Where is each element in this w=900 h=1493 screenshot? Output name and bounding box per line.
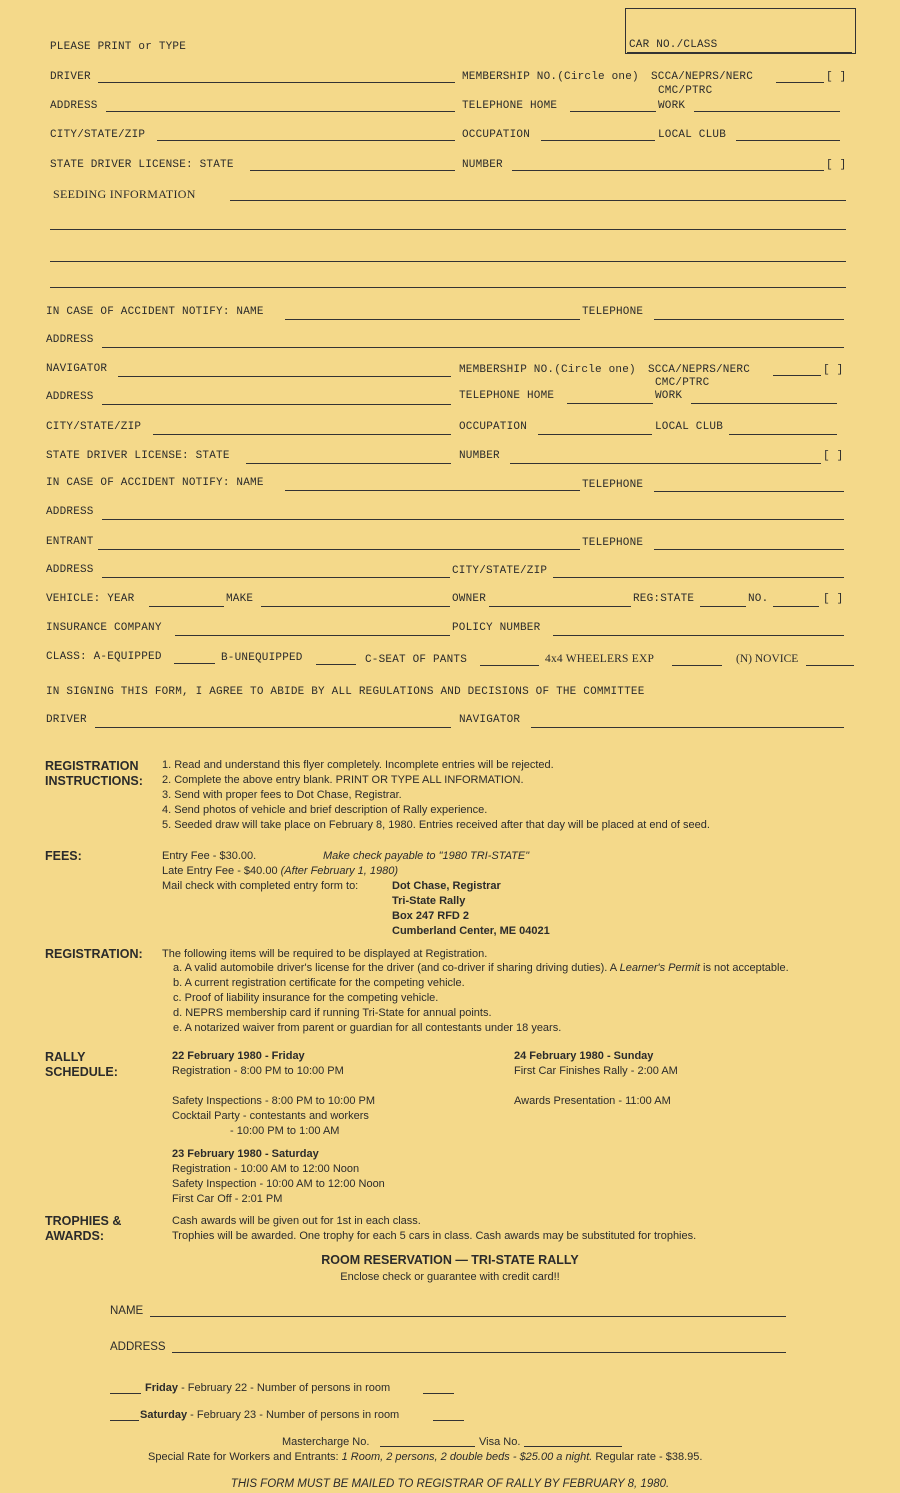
nav-accident-telephone-field[interactable] (654, 491, 844, 492)
nav-work-label: WORK (655, 390, 683, 402)
instruction-item: 5. Seeded draw will take place on February 8, 1980. Entries received after that day will be placed at end of seed. (162, 819, 710, 831)
class-c-label: C-SEAT OF PANTS (365, 654, 468, 666)
mail-address-line: Tri-State Rally (392, 895, 466, 907)
instructions-heading-line1: REGISTRATION (45, 759, 139, 773)
seeding-line-3[interactable] (50, 261, 846, 262)
nav-address-field[interactable] (102, 404, 451, 405)
schedule-item: Safety Inspections - 8:00 PM to 10:00 PM (172, 1095, 375, 1107)
navigator-signature-field[interactable] (531, 727, 844, 728)
number-label: NUMBER (462, 159, 503, 171)
nav-accident-label: IN CASE OF ACCIDENT NOTIFY: NAME (46, 477, 264, 489)
vehicle-checkbox[interactable]: [ ] (823, 593, 844, 605)
nav-license-state-field[interactable] (246, 463, 451, 464)
reg-state-field[interactable] (700, 606, 746, 607)
trophies-heading-line1: TROPHIES & (45, 1214, 122, 1228)
saturday-title: 23 February 1980 - Saturday (172, 1148, 319, 1160)
reg-no-field[interactable] (773, 606, 819, 607)
friday-title: 22 February 1980 - Friday (172, 1050, 305, 1062)
trophies-line: Cash awards will be given out for 1st in each class. (172, 1215, 421, 1227)
driver-accident-telephone-label: TELEPHONE (582, 306, 644, 318)
registration-item: e. A notarized waiver from parent or guardian for all contestants under 18 years. (173, 1022, 562, 1034)
policy-label: POLICY NUMBER (452, 622, 541, 634)
nav-occupation-field[interactable] (538, 434, 652, 435)
entrant-address-label: ADDRESS (46, 564, 94, 576)
special-rate-label: Special Rate for Workers and Entrants: (148, 1451, 339, 1463)
mail-address-line: Dot Chase, Registrar (392, 880, 501, 892)
entrant-telephone-label: TELEPHONE (582, 537, 644, 549)
instruction-item: 3. Send with proper fees to Dot Chase, Registrar. (162, 789, 402, 801)
registration-item-a: a. A valid automobile driver's license for the driver (and co-driver if sharing driving duties). A (173, 962, 617, 974)
saturday-rest: - February 23 - Number of persons in room (190, 1409, 400, 1421)
sunday-title: 24 February 1980 - Sunday (514, 1050, 654, 1062)
nav-telephone-home-label: TELEPHONE HOME (459, 390, 555, 402)
trophies-heading-line2: AWARDS: (45, 1229, 105, 1243)
class-a-field[interactable] (174, 663, 215, 664)
car-no-line[interactable] (627, 52, 852, 53)
seeding-line-1[interactable] (230, 200, 846, 201)
owner-field[interactable] (489, 606, 631, 607)
schedule-item: Registration - 10:00 AM to 12:00 Noon (172, 1163, 360, 1175)
nav-accident-address-field[interactable] (102, 519, 844, 520)
schedule-item: Registration - 8:00 PM to 10:00 PM (172, 1065, 344, 1077)
class-4x4-field[interactable] (672, 665, 722, 666)
vehicle-year-field[interactable] (149, 606, 224, 607)
instructions-heading (45, 759, 143, 789)
schedule-item: Safety Inspection - 10:00 AM to 12:00 Noon (172, 1178, 385, 1190)
schedule-item: First Car Finishes Rally - 2:00 AM (514, 1065, 678, 1077)
vehicle-make-label: MAKE (226, 593, 254, 605)
friday-rest: - February 22 - Number of persons in room (181, 1382, 391, 1394)
occupation-label: OCCUPATION (462, 129, 531, 141)
seeding-line-4[interactable] (50, 287, 846, 288)
class-c-field[interactable] (480, 665, 539, 666)
entrant-name-field[interactable] (98, 549, 580, 550)
entry-fee: Entry Fee - $30.00. (162, 850, 257, 862)
nav-membership-checkbox[interactable]: [ ] (823, 364, 844, 376)
mail-address-line: Box 247 RFD 2 (392, 910, 470, 922)
class-n-label: (N) NOVICE (736, 653, 799, 665)
work-label: WORK (658, 100, 686, 112)
driver-accident-address-label: ADDRESS (46, 334, 94, 346)
registration-intro: The following items will be required to be displayed at Registration. (162, 948, 488, 960)
driver-club-field[interactable] (736, 140, 840, 141)
nav-city-label: CITY/STATE/ZIP (46, 421, 142, 433)
nav-accident-telephone-label: TELEPHONE (582, 479, 644, 491)
insurance-label: INSURANCE COMPANY (46, 622, 162, 634)
late-fee (162, 864, 398, 879)
local-club-label: LOCAL CLUB (658, 129, 727, 141)
navigator-label: NAVIGATOR (46, 363, 108, 375)
room-address-label: ADDRESS (110, 1341, 166, 1353)
driver-accident-name-field[interactable] (285, 319, 580, 320)
policy-field[interactable] (553, 635, 844, 636)
driver-address-label: ADDRESS (50, 100, 98, 112)
nav-address-label: ADDRESS (46, 391, 94, 403)
driver-accident-label: IN CASE OF ACCIDENT NOTIFY: NAME (46, 306, 264, 318)
entrant-address-field[interactable] (102, 577, 450, 578)
insurance-field[interactable] (175, 635, 450, 636)
friday-persons-field[interactable] (423, 1393, 454, 1394)
nav-accident-address-label: ADDRESS (46, 506, 94, 518)
mastercharge-field[interactable] (380, 1446, 475, 1447)
registration-item: c. Proof of liability insurance for the competing vehicle. (173, 992, 439, 1004)
saturday-row (140, 1408, 399, 1423)
entrant-label: ENTRANT (46, 536, 94, 548)
driver-signature-field[interactable] (95, 727, 451, 728)
reg-state-label: REG:STATE (633, 593, 695, 605)
nav-cmc-ptrc-label: CMC/PTRC (655, 377, 710, 389)
registration-item-a-end: is not acceptable. (703, 962, 789, 974)
schedule-item: - 10:00 PM to 1:00 AM (230, 1125, 340, 1137)
nav-license-number-field[interactable] (510, 463, 821, 464)
nav-number-label: NUMBER (459, 450, 500, 462)
class-n-field[interactable] (806, 665, 854, 666)
entrant-city-label: CITY/STATE/ZIP (452, 565, 548, 577)
late-fee-text: Late Entry Fee - $40.00 (162, 865, 278, 877)
room-name-label: NAME (110, 1305, 144, 1317)
seeding-line-2[interactable] (50, 229, 846, 230)
mailing-deadline: THIS FORM MUST BE MAILED TO REGISTRAR OF RALLY BY FEBRUARY 8, 1980. (230, 1478, 670, 1490)
class-b-field[interactable] (316, 664, 356, 665)
driver-accident-telephone-field[interactable] (654, 319, 844, 320)
learners-permit: Learner's Permit (619, 962, 700, 974)
driver-phone-home-field[interactable] (570, 111, 656, 112)
driver-address-field[interactable] (106, 111, 455, 112)
schedule-heading (45, 1050, 118, 1080)
instruction-item: 1. Read and understand this flyer completely. Incomplete entries will be rejected. (162, 759, 554, 771)
room-name-field[interactable] (150, 1316, 786, 1317)
driver-phone-work-field[interactable] (694, 111, 840, 112)
saturday-persons-field[interactable] (433, 1420, 464, 1421)
nav-phone-home-field[interactable] (567, 403, 653, 404)
telephone-home-label: TELEPHONE HOME (462, 100, 558, 112)
registration-item (173, 961, 789, 976)
reg-no-label: NO. (748, 593, 769, 605)
special-rate-details: 1 Room, 2 persons, 2 double beds - $25.00 a night. (341, 1451, 593, 1463)
saturday-checkbox-field[interactable] (110, 1420, 139, 1421)
nav-local-club-label: LOCAL CLUB (655, 421, 724, 433)
driver-city-label: CITY/STATE/ZIP (50, 129, 146, 141)
mastercharge-label: Mastercharge No. (282, 1436, 370, 1448)
room-address-field[interactable] (172, 1352, 786, 1353)
entrant-telephone-field[interactable] (654, 549, 844, 550)
entrant-city-field[interactable] (553, 577, 844, 578)
nav-membership-label: MEMBERSHIP NO.(Circle one) (459, 364, 636, 376)
sign-navigator-label: NAVIGATOR (459, 714, 521, 726)
navigator-name-field[interactable] (118, 376, 451, 377)
instruction-item: 2. Complete the above entry blank. PRINT OR TYPE ALL INFORMATION. (162, 774, 524, 786)
nav-club-field[interactable] (729, 434, 837, 435)
mail-instruction: Mail check with completed entry form to: (162, 880, 359, 892)
fees-heading: FEES: (45, 849, 82, 863)
registration-heading: REGISTRATION: (45, 947, 143, 961)
nav-accident-name-field[interactable] (285, 490, 580, 491)
schedule-item: Cocktail Party - contestants and workers (172, 1110, 369, 1122)
membership-label: MEMBERSHIP NO.(Circle one) (462, 71, 639, 83)
driver-name-field[interactable] (98, 82, 455, 83)
vehicle-year-label: VEHICLE: YEAR (46, 593, 135, 605)
driver-membership-field[interactable] (776, 82, 824, 83)
nav-occupation-label: OCCUPATION (459, 421, 528, 433)
nav-membership-field[interactable] (773, 375, 821, 376)
visa-label: Visa No. (479, 1436, 521, 1448)
room-reservation-title: ROOM RESERVATION — TRI-STATE RALLY (321, 1253, 579, 1267)
vehicle-make-field[interactable] (261, 606, 450, 607)
late-fee-note: (After February 1, 1980) (280, 865, 399, 877)
registration-item: d. NEPRS membership card if running Tri-State for annual points. (173, 1007, 492, 1019)
class-b-label: B-UNEQUIPPED (221, 652, 303, 664)
driver-city-field[interactable] (157, 140, 455, 141)
cmc-ptrc-label: CMC/PTRC (658, 85, 713, 97)
nav-membership-orgs: SCCA/NEPRS/NERC (648, 364, 751, 376)
registration-item: b. A current registration certificate for the competing vehicle. (173, 977, 465, 989)
special-rate (148, 1450, 702, 1465)
instruction-item: 4. Send photos of vehicle and brief description of Rally experience. (162, 804, 488, 816)
instructions-heading-line2: INSTRUCTIONS: (45, 774, 143, 788)
regular-rate: Regular rate - $38.95. (595, 1451, 703, 1463)
driver-label: DRIVER (50, 71, 91, 83)
membership-orgs: SCCA/NEPRS/NERC (651, 71, 754, 83)
nav-city-field[interactable] (153, 434, 451, 435)
car-no-class-label: CAR NO./CLASS (629, 39, 718, 51)
driver-license-state-field[interactable] (250, 170, 455, 171)
seeding-label: SEEDING INFORMATION (53, 187, 196, 201)
driver-license-number-field[interactable] (512, 170, 824, 171)
nav-license-checkbox[interactable]: [ ] (823, 450, 844, 462)
friday-checkbox-field[interactable] (110, 1393, 141, 1394)
sign-driver-label: DRIVER (46, 714, 87, 726)
payable-note: Make check payable to "1980 TRI-STATE" (323, 850, 530, 862)
friday-label: Friday (145, 1382, 179, 1394)
schedule-item: Awards Presentation - 11:00 AM (514, 1095, 671, 1107)
room-reservation-subtitle: Enclose check or guarantee with credit card!! (340, 1271, 560, 1283)
driver-membership-checkbox[interactable]: [ ] (826, 71, 847, 83)
mail-address-line: Cumberland Center, ME 04021 (392, 925, 550, 937)
nav-phone-work-field[interactable] (691, 403, 837, 404)
class-4x4-label: 4x4 WHEELERS EXP (545, 653, 655, 665)
class-a-label: CLASS: A-EQUIPPED (46, 651, 162, 663)
driver-license-checkbox[interactable]: [ ] (826, 159, 847, 171)
please-print-label: PLEASE PRINT or TYPE (50, 41, 187, 53)
schedule-item: First Car Off - 2:01 PM (172, 1193, 283, 1205)
schedule-heading-line1: RALLY (45, 1050, 86, 1064)
agreement-text: IN SIGNING THIS FORM, I AGREE TO ABIDE BY ALL REGULATIONS AND DECISIONS OF THE COMMITTEE (46, 686, 645, 698)
driver-accident-address-field[interactable] (102, 347, 844, 348)
nav-license-label: STATE DRIVER LICENSE: STATE (46, 450, 230, 462)
driver-license-label: STATE DRIVER LICENSE: STATE (50, 159, 234, 171)
saturday-label: Saturday (140, 1409, 188, 1421)
visa-field[interactable] (524, 1446, 622, 1447)
owner-label: OWNER (452, 593, 487, 605)
trophies-line: Trophies will be awarded. One trophy for each 5 cars in class. Cash awards may be substituted for trophies. (172, 1230, 697, 1242)
driver-occupation-field[interactable] (541, 140, 655, 141)
friday-row (145, 1381, 390, 1396)
schedule-heading-line2: SCHEDULE: (45, 1065, 118, 1079)
trophies-heading (45, 1214, 121, 1244)
